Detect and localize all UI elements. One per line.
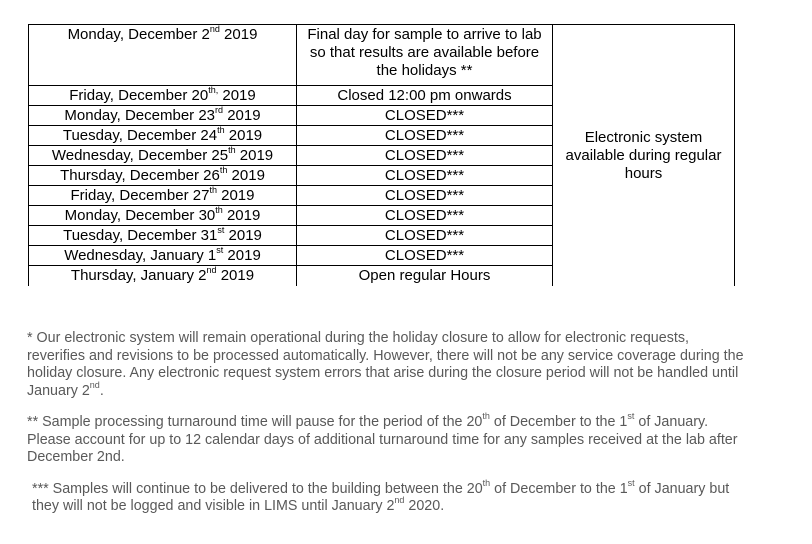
electronic-system-note: Electronic system available during regular hours <box>553 25 735 287</box>
status-cell: Final day for sample to arrive to lab so that results are available before the holidays ** <box>297 25 553 86</box>
footnote-electronic-system: * Our electronic system will remain operational during the holiday closure to allow for electronic requests, reverifies and revisions to be processed automatically. However, there will not be any service coverage during the holiday closure. Any electronic request system errors that arise during the closure period will not be handled until January 2nd. <box>27 330 744 399</box>
status-cell: CLOSED*** <box>297 206 553 226</box>
status-cell: CLOSED*** <box>297 186 553 206</box>
status-cell: CLOSED*** <box>297 126 553 146</box>
footnote-turnaround-time: ** Sample processing turnaround time will pause for the period of the 20th of December to the 1st of January. Please account for up to 12 calendar days of additional turnaround time for any samples received at the lab after December 2nd. <box>27 411 738 465</box>
date-cell: Wednesday, January 1st 2019 <box>29 246 297 266</box>
status-cell: Closed 12:00 pm onwards <box>297 86 553 106</box>
table-row <box>29 25 735 86</box>
status-cell: CLOSED*** <box>297 146 553 166</box>
date-cell: Thursday, January 2nd 2019 <box>29 266 297 287</box>
date-cell: Friday, December $20^{th,}$ 2019 <box>29 86 297 106</box>
footnotes <box>27 330 747 530</box>
date-cell: Thursday, December 26th 2019 <box>29 166 297 186</box>
status-cell: Open regular Hours <box>297 266 553 287</box>
holiday-schedule-table <box>28 24 735 286</box>
date-cell: Monday, December 30th 2019 <box>29 206 297 226</box>
status-cell: CLOSED*** <box>297 246 553 266</box>
date-cell: Friday, December 27th 2019 <box>29 186 297 206</box>
date-cell: Tuesday, December 24th 2019 <box>29 126 297 146</box>
date-cell: Tuesday, December 31st 2019 <box>29 226 297 246</box>
status-cell: CLOSED*** <box>297 106 553 126</box>
status-cell: CLOSED*** <box>297 166 553 186</box>
date-cell: Monday, December 2nd 2019 <box>29 25 297 86</box>
date-cell: Wednesday, December 25th 2019 <box>29 146 297 166</box>
status-cell: CLOSED*** <box>297 226 553 246</box>
date-cell: Monday, December 23rd 2019 <box>29 106 297 126</box>
footnote-sample-delivery: *** Samples will continue to be delivered to the building between the 20th of December to the 1st of January but they will not be logged and visible in LIMS until January 2nd 2020. <box>32 477 730 514</box>
